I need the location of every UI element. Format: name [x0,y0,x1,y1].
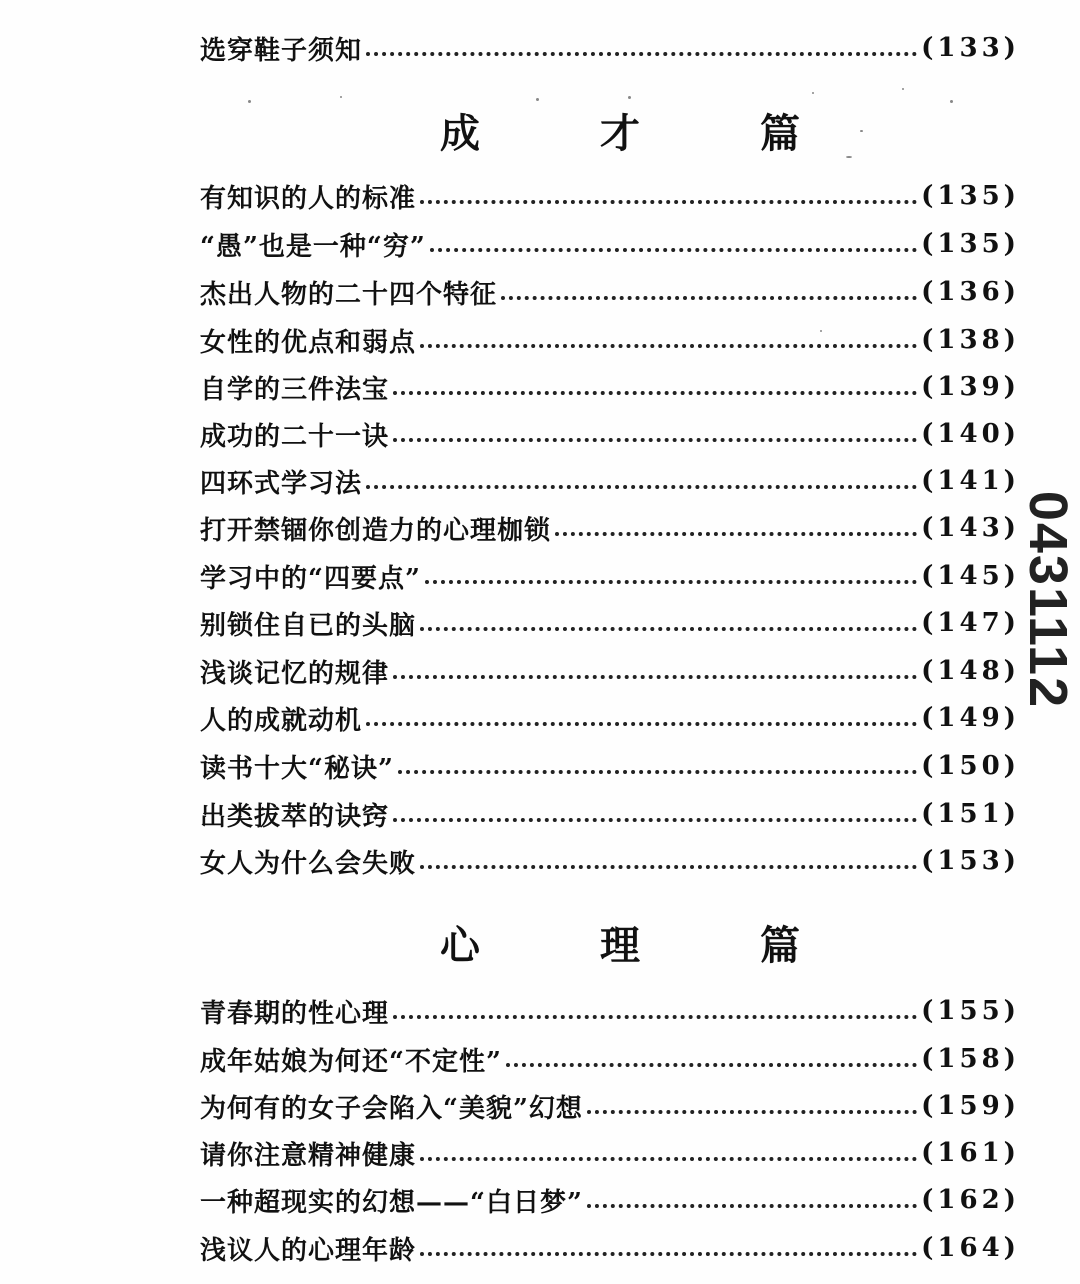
entry-page: (145) [921,561,1020,591]
scan-speck [248,100,251,103]
entry-page: (139) [921,372,1020,402]
scan-speck [812,92,814,94]
entry-title: 四环式学习法 [200,468,363,499]
toc-entry [200,224,1020,264]
scan-speck [950,100,953,103]
entry-title: “愚”也是一种“穷” [200,231,426,262]
entry-page: (138) [921,325,1020,355]
dot-leader [430,248,917,252]
dot-leader [366,722,917,726]
toc-entry [200,698,1020,738]
dot-leader [398,770,917,774]
entry-title: 选穿鞋子须知 [200,35,363,66]
toc-entry [200,603,1020,643]
toc-entry [200,1228,1020,1268]
heading-char: 篇 [760,921,800,969]
section-heading [440,912,800,972]
entry-page: (133) [921,33,1020,63]
entry-title: 请你注意精神健康 [200,1140,417,1171]
dot-leader [393,818,917,822]
entry-page: (140) [921,419,1020,449]
entry-page: (149) [921,703,1020,733]
toc-entry [200,651,1020,691]
toc-entry [200,320,1020,360]
entry-page: (161) [921,1138,1020,1168]
entry-title: 学习中的“四要点” [200,563,421,594]
entry-page: (162) [921,1185,1020,1215]
entry-page: (136) [921,277,1020,307]
side-stamp-text: 0431112 [1018,490,1078,710]
heading-char: 成 [440,109,480,157]
dot-leader [506,1063,917,1067]
entry-page: (135) [921,181,1020,211]
entry-title: 人的成就动机 [200,705,363,736]
heading-char: 理 [600,921,640,969]
entry-title: 读书十大“秘诀” [200,753,394,784]
entry-title: 为何有的女子会陷入“美貌”幻想 [200,1093,583,1124]
dot-leader [425,580,917,584]
scan-speck [820,330,822,332]
entry-title: 有知识的人的标准 [200,183,417,214]
entry-page: (150) [921,751,1020,781]
entry-page: (135) [921,229,1020,259]
side-stamp [1018,490,1078,710]
toc-entry [200,794,1020,834]
toc-entry [200,272,1020,312]
entry-title: 杰出人物的二十四个特征 [200,279,498,310]
entry-page: (148) [921,656,1020,686]
toc-entry [200,841,1020,881]
dot-leader [587,1110,917,1114]
toc-entry [200,414,1020,454]
entry-page: (159) [921,1091,1020,1121]
scan-speck [902,88,904,90]
toc-entry [200,1180,1020,1220]
entry-page: (141) [921,466,1020,496]
entry-title: 女性的优点和弱点 [200,327,417,358]
dot-leader [555,532,917,536]
scan-speck [340,96,342,98]
entry-title: 成年姑娘为何还“不定性” [200,1046,502,1077]
entry-page: (147) [921,608,1020,638]
toc-entry [200,28,1020,68]
heading-char: 篇 [760,109,800,157]
dot-leader [420,1252,917,1256]
entry-page: (153) [921,846,1020,876]
toc-entry [200,461,1020,501]
scan-speck [860,130,863,132]
dot-leader [420,200,917,204]
toc-entry [200,1039,1020,1079]
heading-char: 才 [600,109,640,157]
scan-speck [846,156,852,158]
dot-leader [420,627,917,631]
toc-entry [200,367,1020,407]
toc-entry [200,176,1020,216]
toc-entry [200,746,1020,786]
dot-leader [393,391,917,395]
dot-leader [366,485,917,489]
dot-leader [393,675,917,679]
entry-title: 别锁住自已的头脑 [200,610,417,641]
entry-page: (155) [921,996,1020,1026]
entry-title: 出类拔萃的诀窍 [200,801,390,832]
entry-title: 成功的二十一诀 [200,421,390,452]
dot-leader [420,865,917,869]
entry-title: 自学的三件法宝 [200,374,390,405]
entry-title: 青春期的性心理 [200,998,390,1029]
dot-leader [393,438,917,442]
dot-leader [366,52,917,56]
entry-title: 浅议人的心理年龄 [200,1235,417,1266]
toc-entry [200,556,1020,596]
heading-char: 心 [440,921,480,969]
toc-entry [200,508,1020,548]
entry-title: 打开禁锢你创造力的心理枷锁 [200,515,552,546]
dot-leader [420,1157,917,1161]
dot-leader [501,296,917,300]
toc-entry [200,991,1020,1031]
entry-title: 女人为什么会失败 [200,848,417,879]
entry-page: (151) [921,799,1020,829]
entry-page: (143) [921,513,1020,543]
dot-leader [587,1204,917,1208]
entry-title: 一种超现实的幻想——“白日梦” [200,1187,583,1218]
scan-speck [628,96,631,99]
entry-page: (164) [921,1233,1020,1263]
dot-leader [393,1015,917,1019]
entry-title: 浅谈记忆的规律 [200,658,390,689]
section-heading [440,100,800,160]
dot-leader [420,344,917,348]
scan-speck [536,98,539,101]
toc-entry [200,1086,1020,1126]
entry-page: (158) [921,1044,1020,1074]
toc-entry [200,1133,1020,1173]
